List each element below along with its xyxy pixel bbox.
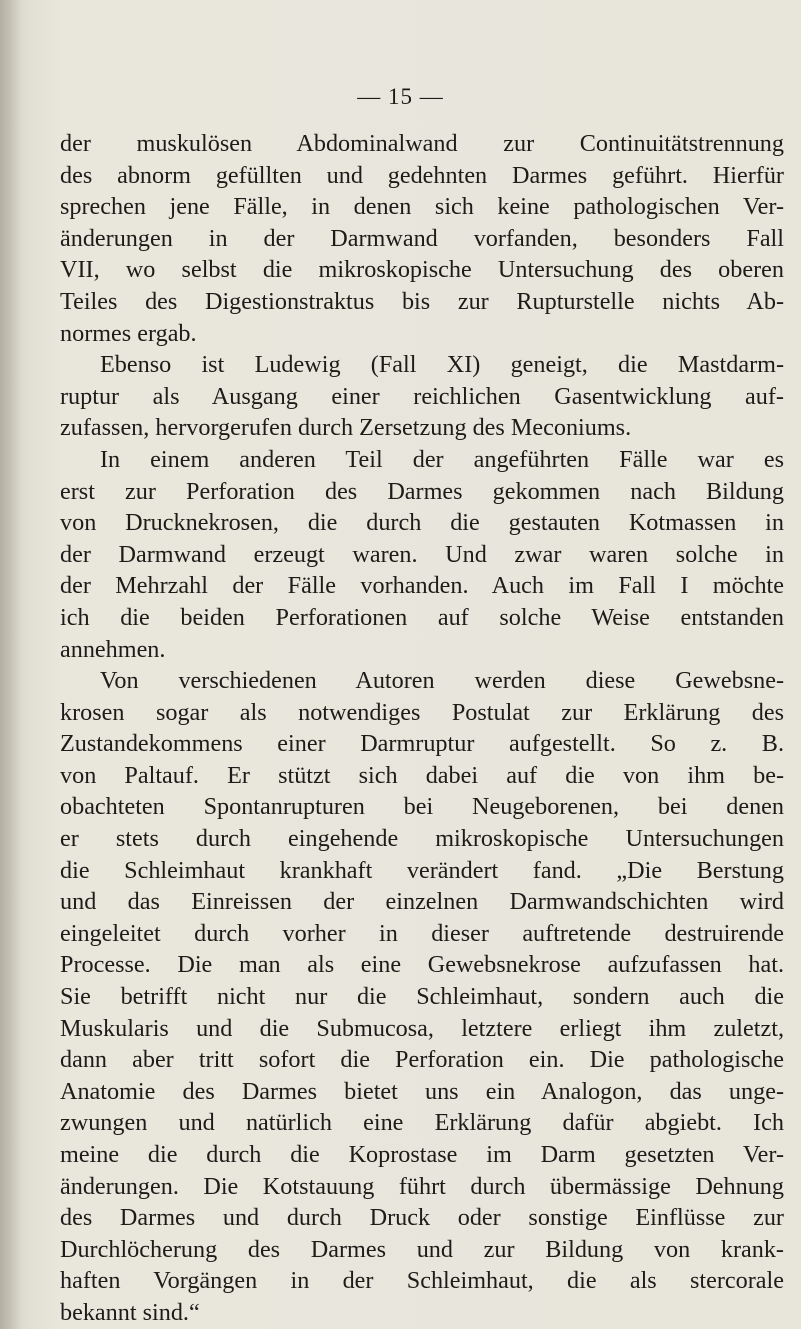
text-line: Processe. Die man als eine Gewebsnekrose aufzufassen hat. [60, 951, 784, 979]
text-line: von Paltauf. Er stützt sich dabei auf die von ihm be- [60, 761, 784, 789]
text-line: Sie betrifft nicht nur die Schleimhaut, sondern auch die [60, 983, 784, 1011]
text-line: von Drucknekrosen, die durch die gestauten Kotmassen in [60, 509, 784, 537]
text-line: haften Vorgängen in der Schleimhaut, die als stercorale [60, 1267, 784, 1295]
text-line: Ebenso ist Ludewig (Fall XI) geneigt, die Mastdarm- [100, 351, 784, 379]
text-line: änderungen. Die Kotstauung führt durch übermässige Dehnung [60, 1172, 784, 1200]
text-line: dann aber tritt sofort die Perforation ein. Die pathologische [60, 1046, 784, 1074]
text-line: änderungen in der Darmwand vorfanden, besonders Fall [60, 224, 784, 252]
text-line: der Darmwand erzeugt waren. Und zwar waren solche in [60, 540, 784, 568]
text-line: annehmen. [60, 635, 166, 663]
text-line: und das Einreissen der einzelnen Darmwandschichten wird [60, 888, 784, 916]
text-line: Zustandekommens einer Darmruptur aufgestellt. So z. B. [60, 730, 784, 758]
text-line: des Darmes und durch Druck oder sonstige Einflüsse zur [60, 1204, 784, 1232]
text-line: bekannt sind.“ [60, 1298, 200, 1326]
text-line: erst zur Perforation des Darmes gekommen nach Bildung [60, 477, 784, 505]
text-line: der Mehrzahl der Fälle vorhanden. Auch im Fall I möchte [60, 572, 784, 600]
body-text [60, 128, 784, 1329]
text-line: des abnorm gefüllten und gedehnten Darmes geführt. Hierfür [60, 161, 784, 189]
text-line: krosen sogar als notwendiges Postulat zur Erklärung des [60, 698, 784, 726]
text-line: Teiles des Digestionstraktus bis zur Rupturstelle nichts Ab- [60, 287, 784, 315]
text-line: eingeleitet durch vorher in dieser auftretende destruirende [60, 919, 784, 947]
text-line: zufassen, hervorgerufen durch Zersetzung des Meconiums. [60, 414, 632, 442]
text-line: normes ergab. [60, 319, 197, 347]
page-spine-shadow [0, 0, 22, 1329]
text-line: der muskulösen Abdominalwand zur Continuitätstrennung [60, 130, 784, 157]
page-number: — 15 — [357, 84, 444, 109]
text-line: ich die beiden Perforationen auf solche Weise entstanden [60, 603, 784, 631]
text-line: ruptur als Ausgang einer reichlichen Gasentwicklung auf- [60, 382, 784, 410]
text-line: sprechen jene Fälle, in denen sich keine pathologischen Ver- [60, 193, 784, 221]
text-line: Anatomie des Darmes bietet uns ein Analogon, das unge- [60, 1077, 784, 1105]
text-line: obachteten Spontanrupturen bei Neugeborenen, bei denen [60, 793, 784, 821]
text-line: zwungen und natürlich eine Erklärung dafür abgiebt. Ich [60, 1109, 784, 1137]
text-line: In einem anderen Teil der angeführten Fälle war es [100, 445, 784, 473]
text-line: VII, wo selbst die mikroskopische Untersuchung des oberen [60, 256, 784, 284]
text-line: meine die durch die Koprostase im Darm gesetzten Ver- [60, 1141, 784, 1168]
text-line: Von verschiedenen Autoren werden diese Gewebsne- [100, 667, 784, 695]
text-line: Durchlöcherung des Darmes und zur Bildung von krank- [60, 1235, 784, 1263]
text-line: er stets durch eingehende mikroskopische Untersuchungen [60, 825, 784, 853]
text-line: die Schleimhaut krankhaft verändert fand. „Die Berstung [60, 856, 784, 884]
text-line: Muskularis und die Submucosa, letztere erliegt ihm zuletzt, [60, 1014, 784, 1042]
